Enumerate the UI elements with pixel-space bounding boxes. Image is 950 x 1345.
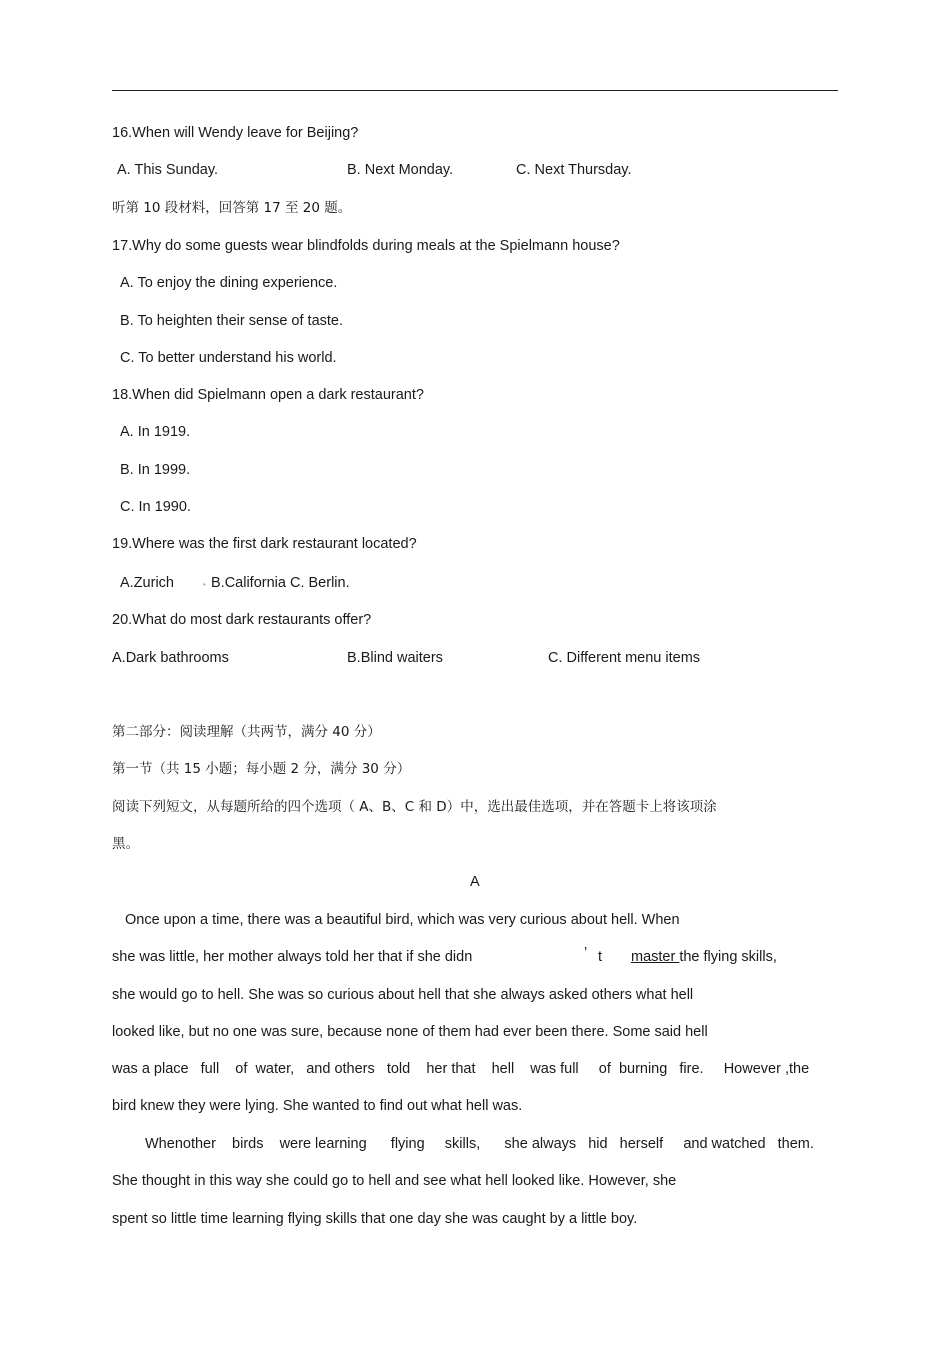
- question-19: 19.Where was the first dark restaurant located?: [112, 536, 417, 552]
- option-18-a: A. In 1919.: [120, 424, 191, 440]
- apostrophe: ’: [584, 945, 588, 961]
- option-17-a: A. To enjoy the dining experience.: [120, 275, 338, 291]
- option-18-b: B. In 1999.: [120, 462, 191, 478]
- question-18: 18.When did Spielmann open a dark restaurant?: [112, 387, 424, 403]
- passage-line-8: She thought in this way she could go to hell and see what hell looked like. However, she: [112, 1173, 677, 1189]
- passage-line-4: looked like, but no one was sure, because none of them had ever been there. Some said hell: [112, 1024, 708, 1040]
- option-19-bc: B.California C. Berlin.: [211, 575, 350, 591]
- passage-line-2-tail: the flying skills,: [679, 949, 777, 965]
- option-20-b: B.Blind waiters: [347, 650, 443, 666]
- header-rule: [112, 90, 838, 91]
- passage-line-7: Whenother birds were learning flying skills, she always hid herself and watched them.: [145, 1136, 814, 1152]
- passage-line-2: [112, 948, 472, 966]
- letter-t: t: [598, 949, 603, 965]
- passage-line-5: was a place full of water, and others told her that hell was full of burning fire. However ,the: [112, 1061, 810, 1077]
- reading-instruction-line-1: 阅读下列短文，从每题所给的四个选项（ A、B、C 和 D）中，选出最佳选项，并在答题卡上将该项涂: [112, 799, 717, 815]
- section-10-instruction: 听第 10 段材料，回答第 17 至 20 题。: [112, 200, 352, 216]
- underlined-word-master: master: [631, 949, 680, 965]
- passage-line-9: spent so little time learning flying skills that one day she was caught by a little boy.: [112, 1211, 638, 1227]
- option-20-c: C. Different menu items: [548, 650, 701, 666]
- reading-instruction-line-2: 黑。: [112, 836, 139, 852]
- option-16-c: C. Next Thursday.: [516, 162, 632, 178]
- passage-line-2-end: [631, 948, 777, 966]
- option-16-a: A. This Sunday.: [117, 162, 219, 178]
- passage-line-6: bird knew they were lying. She wanted to find out what hell was.: [112, 1098, 523, 1114]
- section-1-title: 第一节（共 15 小题；每小题 2 分，满分 30 分）: [112, 761, 411, 777]
- option-18-c: C. In 1990.: [120, 499, 191, 515]
- passage-line-1: Once upon a time, there was a beautiful bird, which was very curious about hell. When: [125, 912, 680, 928]
- option-19-a: A.Zurich: [120, 575, 174, 591]
- option-20-a: A.Dark bathrooms: [112, 650, 229, 666]
- passage-line-2-start: she was little, her mother always told her that if she didn: [112, 949, 473, 965]
- question-17: 17.Why do some guests wear blindfolds during meals at the Spielmann house?: [112, 238, 620, 254]
- stray-dot: •: [203, 580, 206, 589]
- option-17-b: B. To heighten their sense of taste.: [120, 313, 344, 329]
- option-17-c: C. To better understand his world.: [120, 350, 337, 366]
- passage-line-3: she would go to hell. She was so curious about hell that she always asked others what hell: [112, 987, 694, 1003]
- part-2-title: 第二部分：阅读理解（共两节，满分 40 分）: [112, 724, 381, 740]
- question-16: 16.When will Wendy leave for Beijing?: [112, 125, 359, 141]
- option-16-b: B. Next Monday.: [347, 162, 454, 178]
- passage-heading: A: [470, 874, 480, 890]
- question-20: 20.What do most dark restaurants offer?: [112, 612, 372, 628]
